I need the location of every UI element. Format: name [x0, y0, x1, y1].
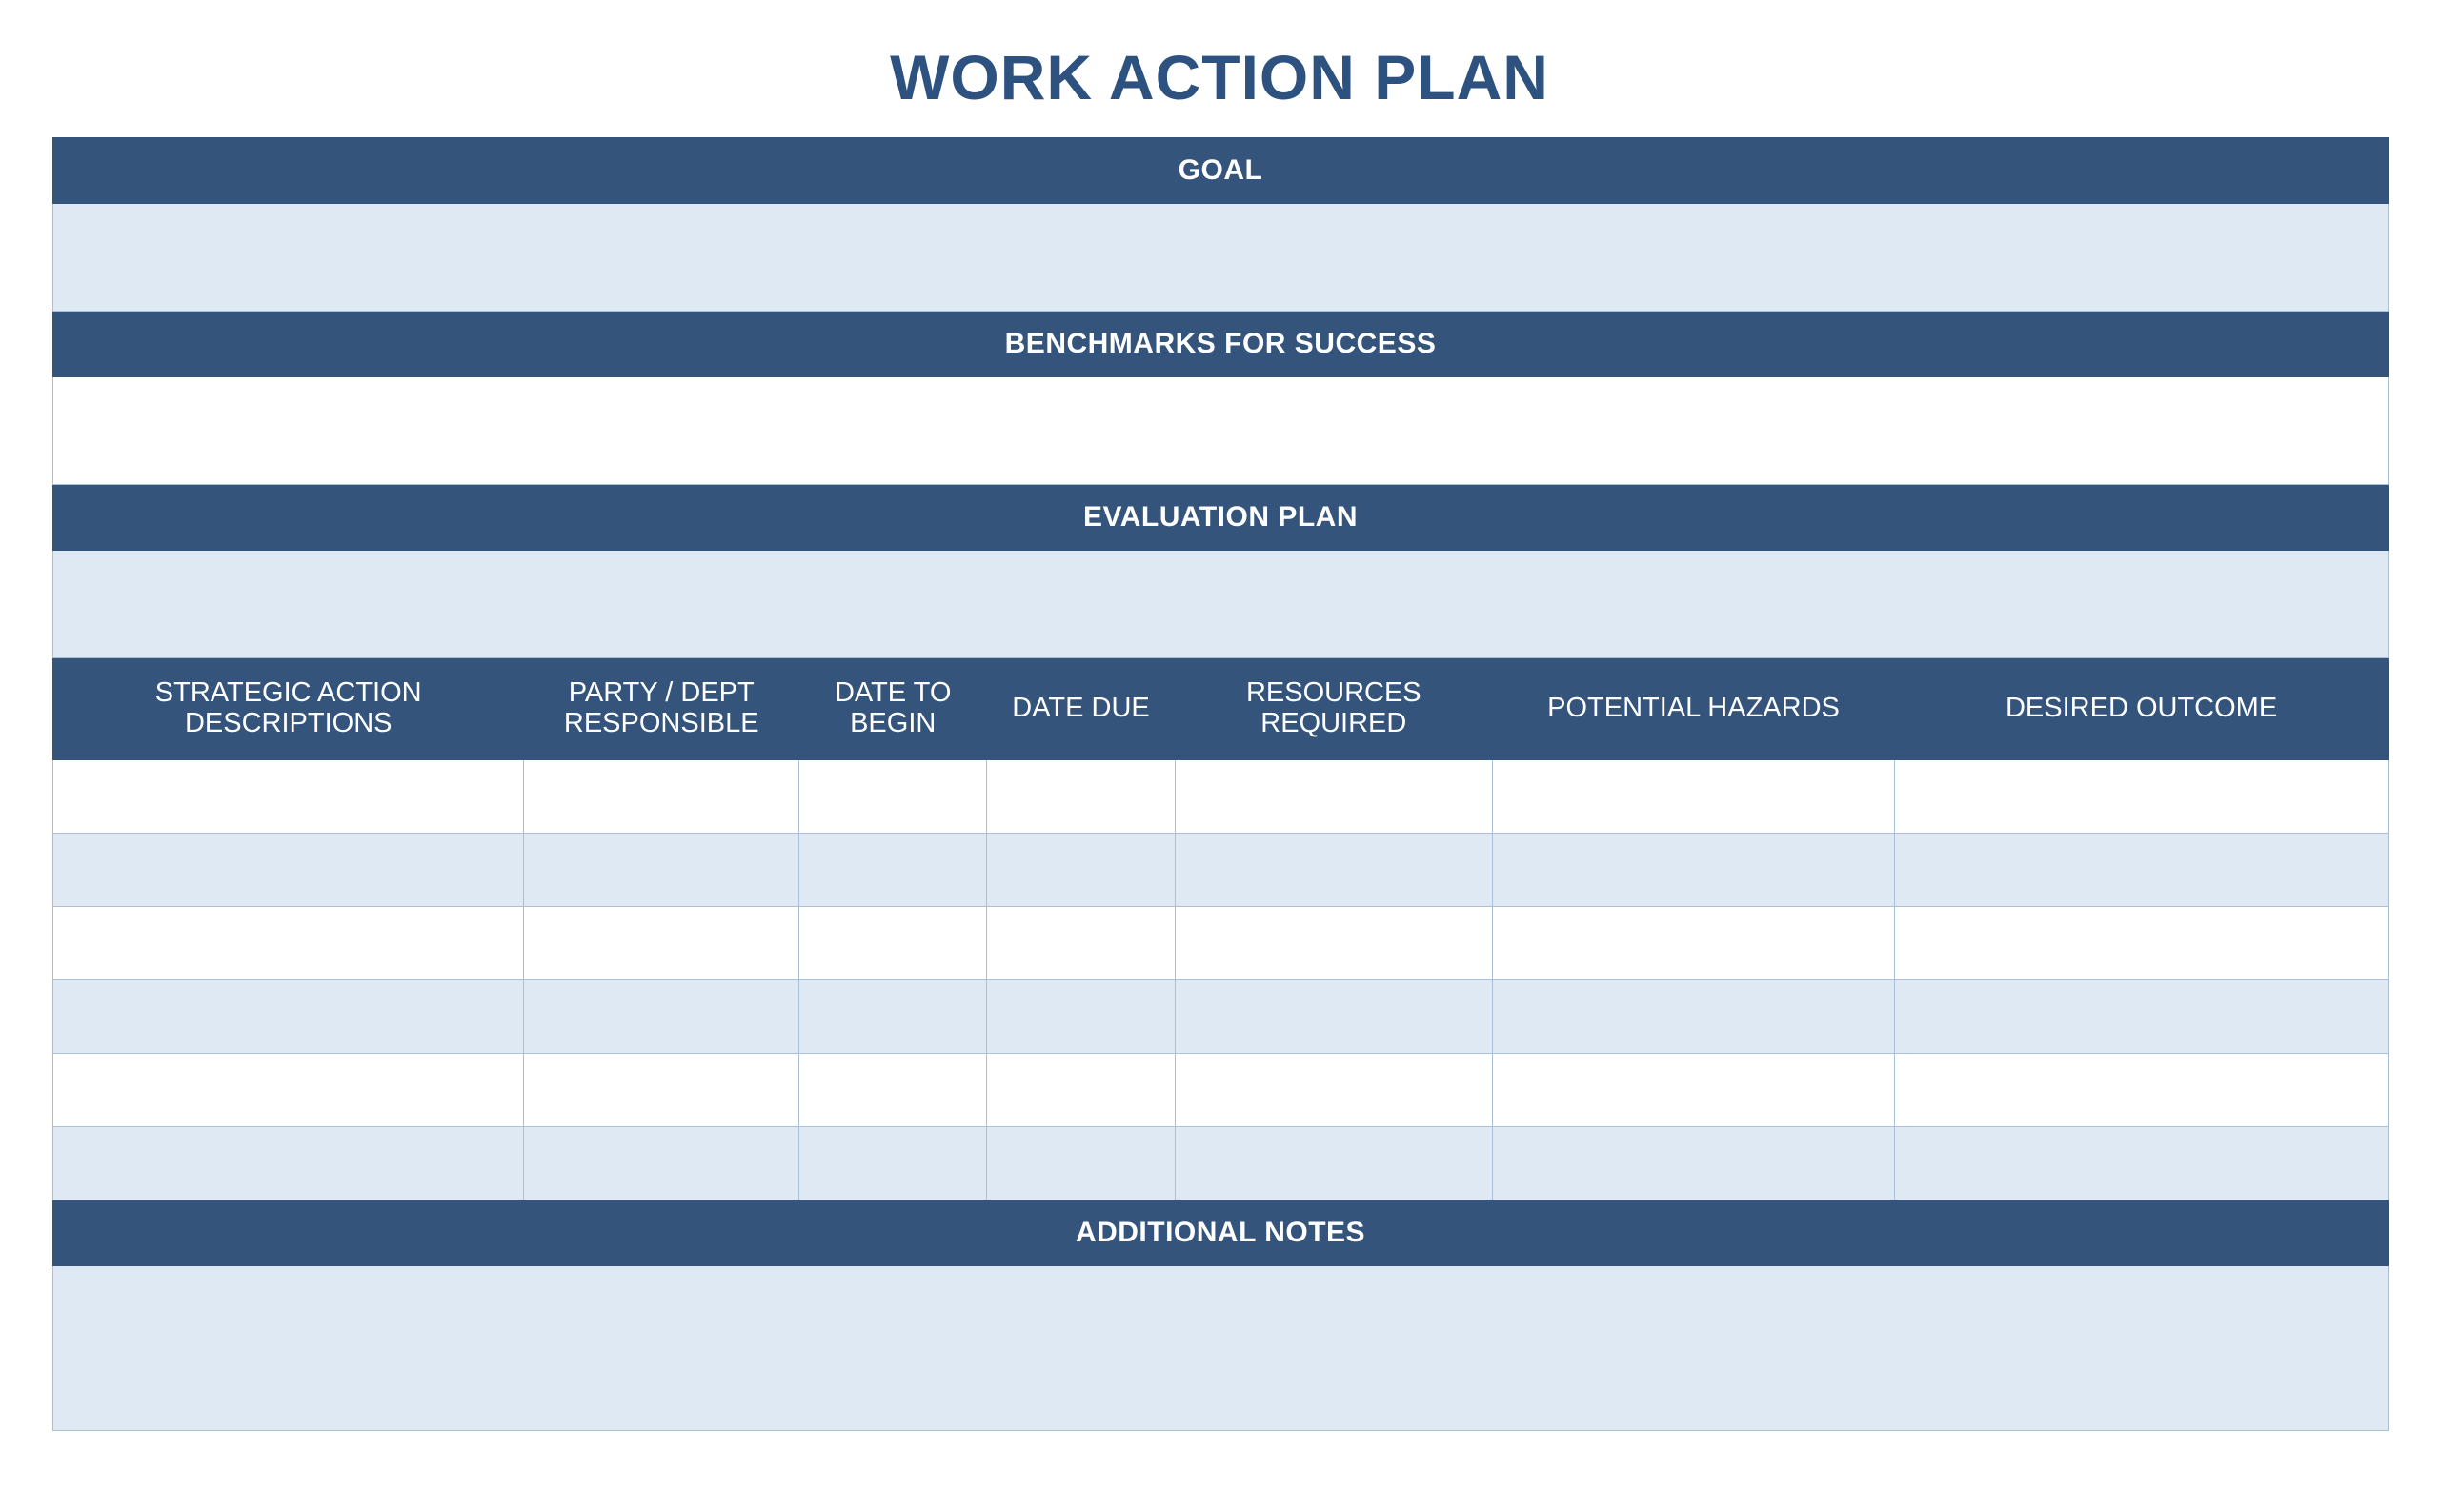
cell-date-to-begin[interactable]: [799, 1127, 987, 1200]
cell-date-to-begin[interactable]: [799, 834, 987, 907]
cell-desired-outcome[interactable]: [1895, 980, 2389, 1054]
cell-potential-hazards[interactable]: [1492, 980, 1894, 1054]
cell-party-dept-responsible[interactable]: [524, 1127, 799, 1200]
cell-date-to-begin[interactable]: [799, 760, 987, 834]
benchmarks-input[interactable]: [53, 377, 2389, 485]
work-action-plan-table: [52, 137, 2389, 1431]
cell-resources-required[interactable]: [1175, 907, 1492, 980]
cell-date-due[interactable]: [987, 760, 1175, 834]
cell-potential-hazards[interactable]: [1492, 760, 1894, 834]
additional-notes-heading-row: [53, 1200, 2389, 1266]
cell-desired-outcome[interactable]: [1895, 834, 2389, 907]
cell-date-due[interactable]: [987, 907, 1175, 980]
table-row: [53, 907, 2389, 980]
cell-party-dept-responsible[interactable]: [524, 760, 799, 834]
additional-notes-heading: ADDITIONAL NOTES: [53, 1200, 2389, 1266]
column-header-strategic-action-descriptions: STRATEGIC ACTION DESCRIPTIONS: [53, 658, 524, 760]
additional-notes-input[interactable]: [53, 1266, 2389, 1431]
cell-potential-hazards[interactable]: [1492, 1127, 1894, 1200]
table-row: [53, 980, 2389, 1054]
cell-resources-required[interactable]: [1175, 980, 1492, 1054]
cell-party-dept-responsible[interactable]: [524, 980, 799, 1054]
table-row: [53, 760, 2389, 834]
goal-heading: GOAL: [53, 138, 2389, 204]
goal-heading-row: [53, 138, 2389, 204]
benchmarks-heading: BENCHMARKS FOR SUCCESS: [53, 312, 2389, 377]
cell-resources-required[interactable]: [1175, 1054, 1492, 1127]
cell-party-dept-responsible[interactable]: [524, 834, 799, 907]
column-header-desired-outcome: DESIRED OUTCOME: [1895, 658, 2389, 760]
cell-strategic-action-descriptions[interactable]: [53, 1127, 524, 1200]
column-header-party-dept-responsible: PARTY / DEPT RESPONSIBLE: [524, 658, 799, 760]
page-title: WORK ACTION PLAN: [890, 42, 1549, 112]
column-header-resources-required: RESOURCES REQUIRED: [1175, 658, 1492, 760]
cell-desired-outcome[interactable]: [1895, 1054, 2389, 1127]
table-header-row: [53, 658, 2389, 760]
cell-date-due[interactable]: [987, 1127, 1175, 1200]
cell-date-due[interactable]: [987, 980, 1175, 1054]
cell-desired-outcome[interactable]: [1895, 907, 2389, 980]
evaluation-value-row: [53, 551, 2389, 658]
cell-strategic-action-descriptions[interactable]: [53, 760, 524, 834]
goal-value-row: [53, 204, 2389, 312]
table-row: [53, 1054, 2389, 1127]
column-header-date-to-begin: DATE TO BEGIN: [799, 658, 987, 760]
cell-date-due[interactable]: [987, 834, 1175, 907]
evaluation-heading-row: [53, 485, 2389, 551]
cell-strategic-action-descriptions[interactable]: [53, 834, 524, 907]
cell-desired-outcome[interactable]: [1895, 1127, 2389, 1200]
cell-date-to-begin[interactable]: [799, 980, 987, 1054]
evaluation-heading: EVALUATION PLAN: [53, 485, 2389, 551]
cell-desired-outcome[interactable]: [1895, 760, 2389, 834]
column-header-potential-hazards: POTENTIAL HAZARDS: [1492, 658, 1894, 760]
evaluation-input[interactable]: [53, 551, 2389, 658]
cell-strategic-action-descriptions[interactable]: [53, 1054, 524, 1127]
cell-resources-required[interactable]: [1175, 1127, 1492, 1200]
column-header-date-due: DATE DUE: [987, 658, 1175, 760]
cell-potential-hazards[interactable]: [1492, 907, 1894, 980]
cell-date-to-begin[interactable]: [799, 907, 987, 980]
cell-date-due[interactable]: [987, 1054, 1175, 1127]
cell-party-dept-responsible[interactable]: [524, 907, 799, 980]
table-row: [53, 834, 2389, 907]
cell-resources-required[interactable]: [1175, 834, 1492, 907]
additional-notes-value-row: [53, 1266, 2389, 1431]
cell-potential-hazards[interactable]: [1492, 1054, 1894, 1127]
benchmarks-heading-row: [53, 312, 2389, 377]
cell-date-to-begin[interactable]: [799, 1054, 987, 1127]
benchmarks-value-row: [53, 377, 2389, 485]
cell-strategic-action-descriptions[interactable]: [53, 907, 524, 980]
goal-input[interactable]: [53, 204, 2389, 312]
cell-resources-required[interactable]: [1175, 760, 1492, 834]
cell-strategic-action-descriptions[interactable]: [53, 980, 524, 1054]
table-row: [53, 1127, 2389, 1200]
cell-party-dept-responsible[interactable]: [524, 1054, 799, 1127]
cell-potential-hazards[interactable]: [1492, 834, 1894, 907]
